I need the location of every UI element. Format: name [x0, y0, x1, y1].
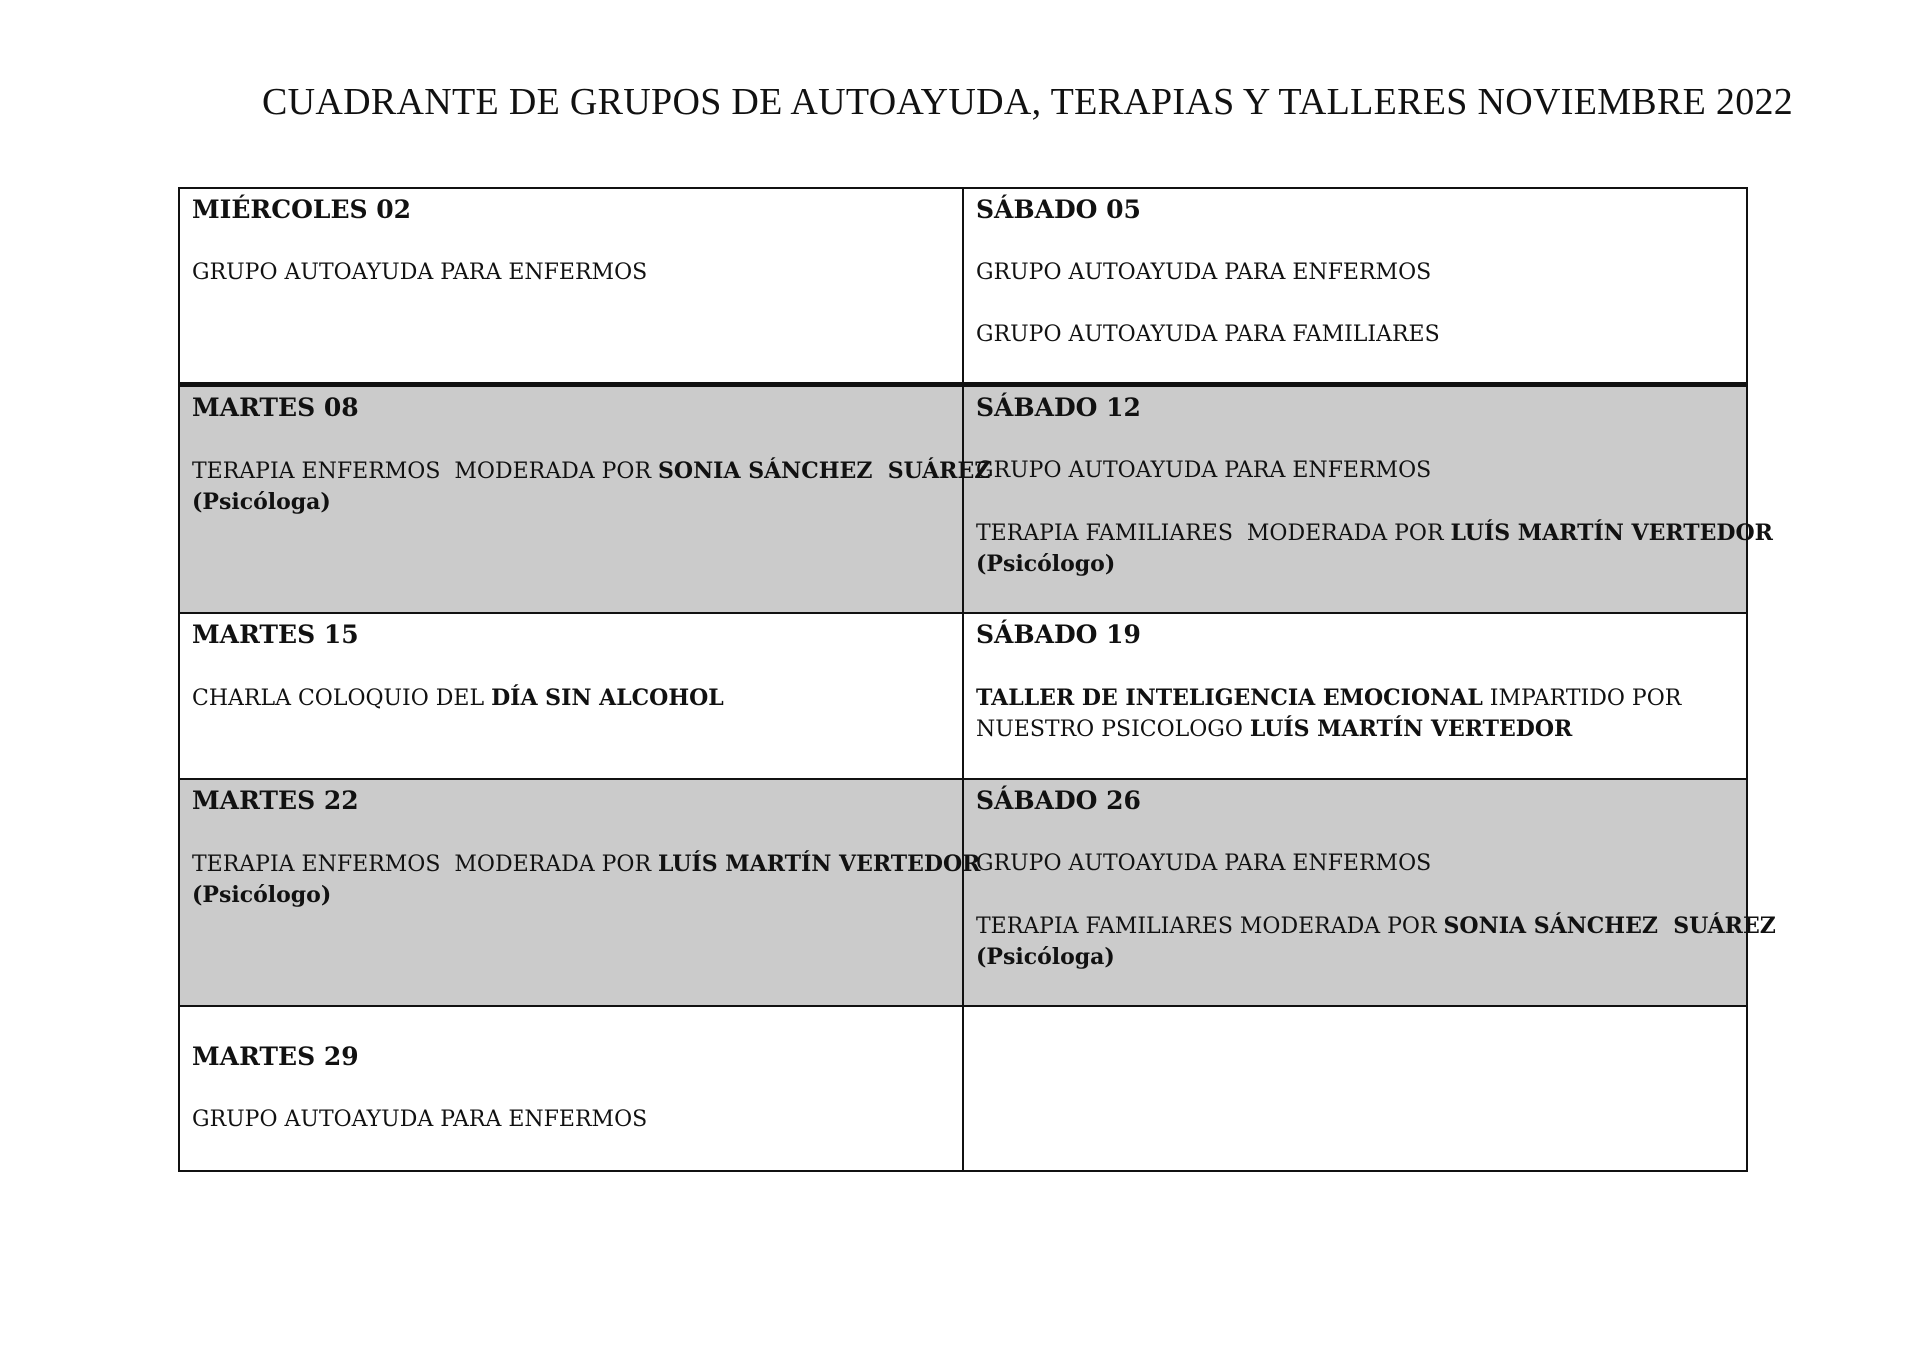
cell-sabado-19 [963, 613, 1747, 779]
cell-empty [963, 1006, 1747, 1171]
activity-text: GRUPO AUTOAYUDA PARA ENFERMOS [976, 851, 1432, 876]
moderator-role: (Psicóloga) [976, 944, 1115, 970]
activity-middle: IMPARTIDO POR NUESTRO PSICOLOGO [976, 686, 1689, 742]
table-row [179, 385, 1747, 614]
day-label: MIÉRCOLES 02 [192, 195, 412, 224]
cell-miercoles-02 [179, 188, 963, 385]
activity-text [976, 518, 1773, 549]
day-label: SÁBADO 05 [976, 195, 1141, 224]
activity-text [192, 849, 981, 880]
activity-text [192, 683, 950, 714]
moderator-name: LUÍS MARTÍN VERTEDOR [658, 851, 981, 877]
cell-martes-29 [179, 1006, 963, 1171]
activity-prefix: TERAPIA FAMILIARES MODERADA POR [976, 914, 1444, 939]
activity-prefix: TERAPIA ENFERMOS MODERADA POR [192, 459, 659, 484]
moderator-name: SONIA SÁNCHEZ SUÁREZ [658, 458, 991, 484]
activity-prefix: TERAPIA FAMILIARES MODERADA POR [976, 521, 1451, 546]
day-label: MARTES 15 [192, 620, 359, 649]
activity-text [976, 911, 1776, 942]
activity-text: GRUPO AUTOAYUDA PARA ENFERMOS [192, 1107, 648, 1132]
workshop-title: TALLER DE INTELIGENCIA EMOCIONAL [976, 685, 1483, 711]
day-label: MARTES 22 [192, 786, 359, 815]
day-label: SÁBADO 12 [976, 393, 1141, 422]
event-highlight: DÍA SIN ALCOHOL [491, 685, 724, 711]
activity-text [976, 683, 1736, 745]
schedule-table [178, 187, 1776, 1172]
activity-prefix: CHARLA COLOQUIO DEL [192, 686, 492, 711]
moderator-role: (Psicóloga) [192, 489, 331, 515]
activity-text: GRUPO AUTOAYUDA PARA ENFERMOS [976, 260, 1432, 285]
moderator-name: SONIA SÁNCHEZ SUÁREZ [1443, 913, 1776, 939]
cell-sabado-26 [963, 779, 1776, 1006]
moderator-name: LUÍS MARTÍN VERTEDOR [1450, 520, 1773, 546]
activity-text [192, 456, 991, 487]
table-row [179, 613, 1747, 779]
day-label: MARTES 08 [192, 393, 359, 422]
instructor-name: LUÍS MARTÍN VERTEDOR [1249, 716, 1573, 742]
activity-prefix: TERAPIA ENFERMOS MODERADA POR [192, 852, 659, 877]
table-row [179, 779, 1747, 1006]
page-title: CUADRANTE DE GRUPOS DE AUTOAYUDA, TERAPIAS Y TALLERES NOVIEMBRE 2022 [262, 81, 1794, 123]
cell-sabado-12 [963, 385, 1773, 614]
table-row [179, 188, 1747, 385]
cell-martes-22 [179, 779, 981, 1006]
activity-text: GRUPO AUTOAYUDA PARA ENFERMOS [976, 458, 1432, 483]
table-row [179, 1006, 1747, 1171]
moderator-role: (Psicólogo) [976, 551, 1116, 577]
day-label: MARTES 29 [192, 1042, 359, 1071]
activity-text: GRUPO AUTOAYUDA PARA FAMILIARES [976, 322, 1440, 347]
cell-sabado-05 [963, 188, 1747, 385]
day-label: SÁBADO 26 [976, 786, 1141, 815]
cell-martes-15 [179, 613, 963, 779]
activity-text: GRUPO AUTOAYUDA PARA ENFERMOS [192, 260, 648, 285]
day-label: SÁBADO 19 [976, 620, 1141, 649]
moderator-role: (Psicólogo) [192, 882, 332, 908]
cell-martes-08 [179, 385, 991, 614]
